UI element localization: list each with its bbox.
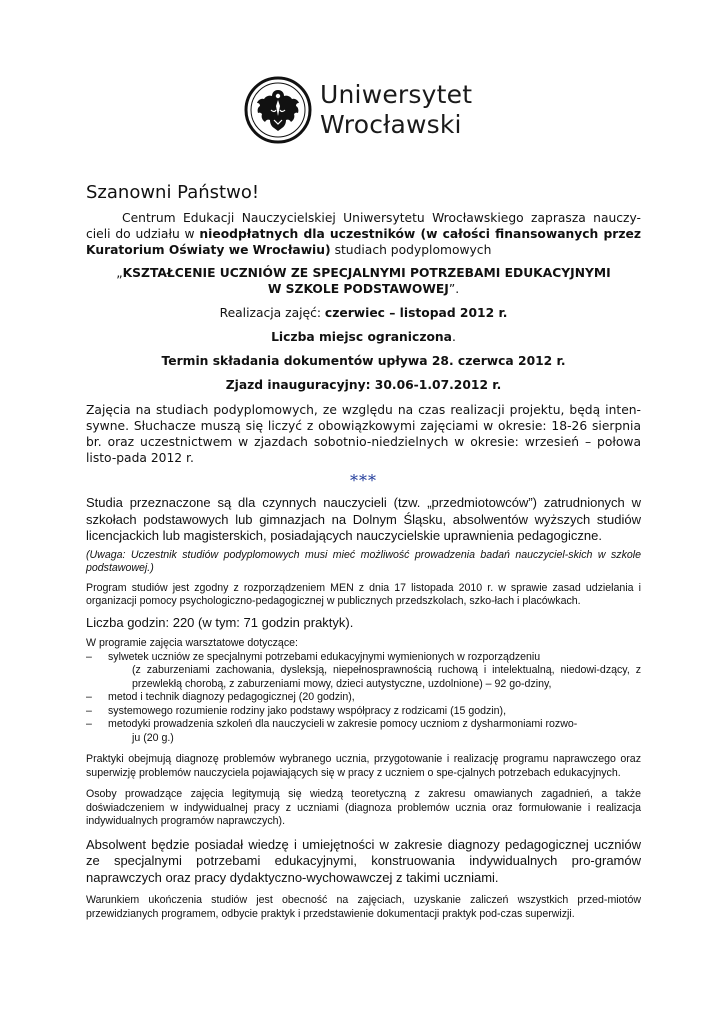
workshops-intro: W programie zajęcia warsztatowe dotyczące: bbox=[86, 637, 298, 649]
logo-line-1: Uniwersytet bbox=[320, 80, 473, 109]
logo-wordmark bbox=[320, 80, 472, 140]
list-item bbox=[86, 691, 641, 705]
practice-paragraph: Praktyki obejmują diagnozę problemów wybranego ucznia, przygotowanie i realizację programu naprawczego oraz superwizję problemów nauczyciela pojawiających się w pracy z uczniem o spe-cjalnych potrzebach edukacyjnych. bbox=[86, 753, 641, 779]
hours-info: Liczba godzin: 220 (w tym: 71 godzin praktyk). bbox=[86, 614, 354, 630]
university-logo bbox=[244, 76, 484, 144]
greeting: Szanowni Państwo! bbox=[86, 182, 260, 203]
list-dash: – bbox=[86, 718, 92, 730]
intro-bold: nieodpłatnych dla uczestników (w całości finansowanych przez Kuratorium Oświaty we Wrocławiu) bbox=[86, 227, 641, 257]
program-title bbox=[86, 266, 641, 297]
letter-body bbox=[86, 182, 641, 921]
title-close-quote: ”. bbox=[448, 281, 460, 296]
logo-line-2: Wrocławski bbox=[320, 110, 462, 139]
list-dash: – bbox=[86, 691, 92, 703]
intro-text-2: studiach podyplomowych bbox=[330, 243, 492, 257]
workshops-list bbox=[86, 651, 641, 746]
deadline-text: Termin składania dokumentów upływa 28. czerwca 2012 r. bbox=[161, 354, 566, 368]
list-item bbox=[86, 651, 641, 692]
instructors-paragraph: Osoby prowadzące zajęcia legitymują się wiedzą teoretyczną z zakresu omawianych zagadnień, a także doświadczeniem w indywidualnej pracy z uczniami (diagnoza problemów ucznia oraz formułowanie i realizacja indywidualnych programów naprawczych). bbox=[86, 788, 641, 827]
limited-seats-dot: . bbox=[451, 330, 456, 344]
inaugural-meeting bbox=[86, 377, 641, 393]
title-open-quote: „ bbox=[116, 266, 123, 280]
realization-label: Realizacja zajęć: bbox=[219, 306, 325, 320]
program-basis: Program studiów jest zgodny z rozporządzeniem MEN z dnia 17 listopada 2010 r. w sprawie zasad udzielania i organizacji pomocy psychologiczno-pedagogicznej w publicznych przedszkolach, szko-łach i placówkach. bbox=[86, 581, 641, 607]
list-dash: – bbox=[86, 650, 92, 663]
realization-dates bbox=[86, 305, 641, 321]
inaugural-text: Zjazd inauguracyjny: 30.06-1.07.2012 r. bbox=[225, 378, 502, 392]
list-item bbox=[86, 705, 641, 719]
list-item-first-line: sylwetek uczniów ze specjalnymi potrzebami edukacyjnymi wymienionych w rozporządzeniu bbox=[108, 650, 541, 663]
list-item-continuation: (z zaburzeniami zachowania, dysleksją, niepełnosprawnością ruchową i intelektualną, niedowi-dzący, z przewlekłą chorobą, z zaburzeniami mowy, dzieci autystyczne, uzdolnione) – 92 go-dziny, bbox=[132, 664, 641, 690]
list-item-first-line: metod i technik diagnozy pedagogicznej (20 godzin), bbox=[108, 691, 355, 703]
limited-seats-text: Liczba miejsc ograniczona bbox=[271, 330, 452, 344]
title-line-1: KSZTAŁCENIE UCZNIÓW ZE SPECJALNYMI POTRZEBAMI EDUKACYJNYMI bbox=[122, 266, 611, 280]
separator: *** bbox=[350, 471, 377, 490]
title-line-2: W SZKOLE PODSTAWOWEJ bbox=[267, 281, 449, 296]
realization-value: czerwiec – listopad 2012 r. bbox=[324, 306, 508, 320]
eagle-crest-icon bbox=[244, 76, 312, 144]
list-dash: – bbox=[86, 704, 92, 717]
completion-paragraph: Warunkiem ukończenia studiów jest obecność na zajęciach, uzyskanie zaliczeń wszystkich przed-miotów przewidzianych programem, odbycie praktyk i przedstawienie dokumentacji praktyk pod-czas superwizji. bbox=[86, 894, 641, 920]
intro-paragraph bbox=[86, 210, 641, 258]
note-paragraph: (Uwaga: Uczestnik studiów podyplomowych musi mieć możliwość prowadzenia badań nauczyciel-skich w szkole podstawowej.) bbox=[86, 548, 641, 574]
audience-paragraph: Studia przeznaczone są dla czynnych nauczycieli (tzw. „przedmiotowców”) zatrudnionych w szkołach podstawowych lub gimnazjach na Dolnym Śląsku, absolwentów wyższych studiów licencjackich lub magisterskich, posiadających nauczycielskie uprawnienia pedagogiczne. bbox=[86, 495, 641, 543]
classes-info: Zajęcia na studiach podyplomowych, ze względu na czas realizacji projektu, będą inten-sywne. Słuchacze muszą się liczyć z obowiązkowymi zajęciami w okresie: 18-26 sierpnia br. oraz uczestnictwem w zjazdach sobotnio-niedzielnych w okresie: wrzesień – połowa listo-pada 2012 r. bbox=[86, 403, 641, 465]
list-item-first-line: systemowego rozumienie rodziny jako podstawy współpracy z rodzicami (15 godzin), bbox=[108, 704, 507, 717]
intro-text-1: Centrum Edukacji Nauczycielskiej Uniwersytetu Wrocławskiego zaprasza nauczy-cieli do udziału w bbox=[86, 211, 641, 241]
limited-seats bbox=[86, 329, 641, 345]
list-item bbox=[86, 718, 641, 745]
graduate-paragraph: Absolwent będzie posiadał wiedzę i umiejętności w zakresie diagnozy pedagogicznej uczniów ze specjalnymi potrzebami edukacyjnymi, konstruowania indywidualnych pro-gramów naprawczych oraz pracy dydaktyczno-wychowawczej z takimi uczniami. bbox=[86, 836, 641, 885]
deadline bbox=[86, 353, 641, 369]
list-item-continuation: ju (20 g.) bbox=[132, 731, 174, 744]
list-item-first-line: metodyki prowadzenia szkoleń dla nauczycieli w zakresie pomocy uczniom z dysharmoniami rozwo- bbox=[108, 718, 578, 730]
